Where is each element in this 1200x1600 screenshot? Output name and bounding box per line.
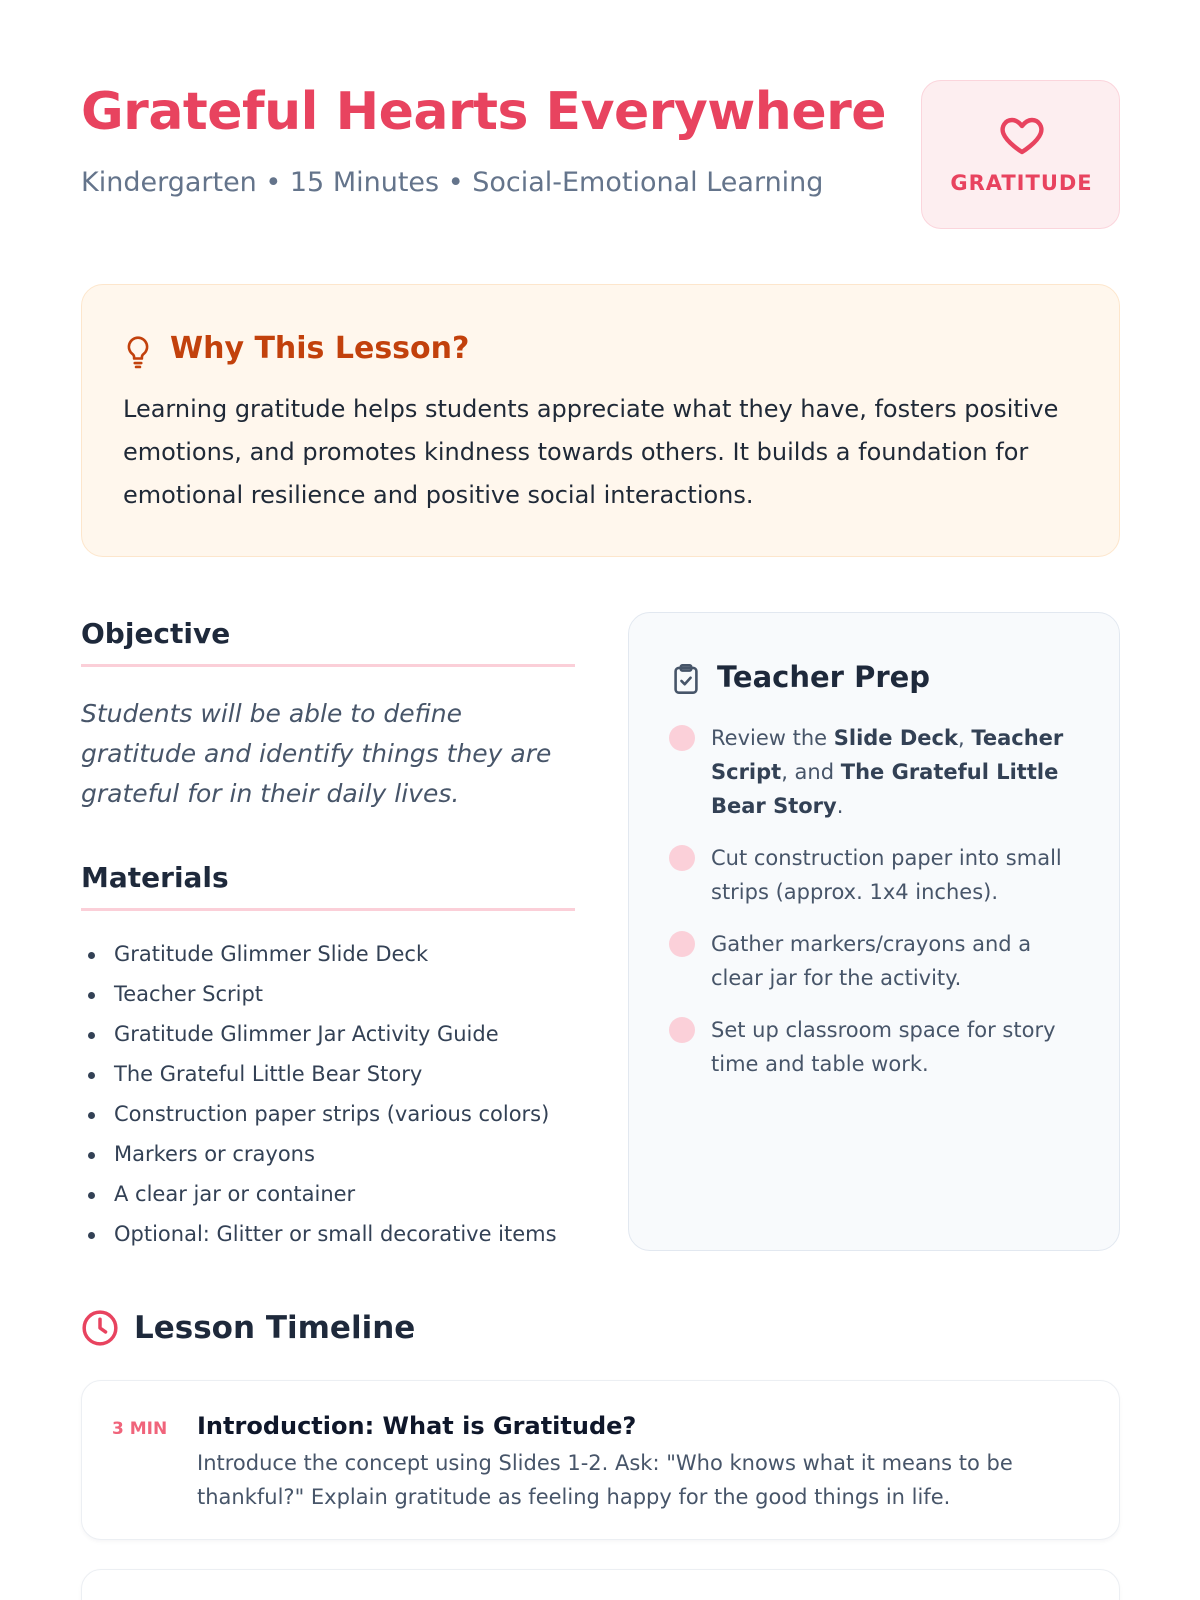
objective-divider xyxy=(81,664,575,667)
list-item: Teacher Script xyxy=(81,974,601,1014)
teacher-prep-title: Teacher Prep xyxy=(717,660,931,694)
bullet-dot xyxy=(669,845,695,871)
why-body: Learning gratitude helps students appreciate what they have, fosters positive emotions, and promotes kindness towards others. It builds a foundation for emotional resilience and positive social interactions. xyxy=(123,395,1059,509)
bullet-dot xyxy=(669,725,695,751)
prep-text: Set up classroom space for story time and table work. xyxy=(711,1018,1056,1076)
clock-icon xyxy=(81,1309,119,1347)
materials-heading: Materials xyxy=(81,861,229,894)
timeline-step xyxy=(81,1380,1120,1540)
prep-resource: Teacher Script xyxy=(711,726,1064,784)
prep-item xyxy=(669,841,1089,909)
prep-text: Cut construction paper into small strips (approx. 1x4 inches). xyxy=(711,846,1062,904)
prep-text: . xyxy=(836,794,844,818)
step-title: Introduction: What is Gratitude? xyxy=(197,1412,637,1440)
prep-list xyxy=(669,721,1089,1099)
prep-item xyxy=(669,927,1089,995)
step-body: Introduce the concept using Slides 1-2. Ask: "Who knows what it means to be thankful?" Explain gratitude as feeling happy for the good things in life. xyxy=(197,1451,1013,1509)
list-item: Optional: Glitter or small decorative items xyxy=(81,1214,601,1254)
why-this-lesson-callout xyxy=(81,284,1120,557)
bullet-dot xyxy=(669,931,695,957)
heart-icon xyxy=(996,111,1048,159)
lesson-meta: Kindergarten • 15 Minutes • Social-Emotional Learning xyxy=(81,167,824,198)
why-title: Why This Lesson? xyxy=(170,331,470,366)
bullet-dot xyxy=(669,1017,695,1043)
page-title: Grateful Hearts Everywhere xyxy=(81,82,887,142)
list-item: The Grateful Little Bear Story xyxy=(81,1054,601,1094)
objective-heading: Objective xyxy=(81,617,231,650)
theme-badge xyxy=(921,80,1120,229)
prep-text: , xyxy=(957,726,972,750)
timeline-heading: Lesson Timeline xyxy=(134,1310,416,1346)
list-item: A clear jar or container xyxy=(81,1174,601,1214)
list-item: Gratitude Glimmer Slide Deck xyxy=(81,934,601,974)
step-duration: 3 MIN xyxy=(112,1419,168,1439)
materials-list xyxy=(81,934,601,1254)
prep-text: , and xyxy=(781,760,841,784)
objective-text: Students will be able to define gratitude and identify things they are grateful for in their daily lives. xyxy=(81,699,552,808)
prep-item xyxy=(669,721,1089,823)
teacher-prep-card xyxy=(628,612,1120,1251)
badge-label: GRATITUDE xyxy=(950,171,1093,195)
prep-resource: The Grateful Little Bear Story xyxy=(711,760,1059,818)
prep-item xyxy=(669,1013,1089,1081)
list-item: Markers or crayons xyxy=(81,1134,601,1174)
timeline-step xyxy=(81,1569,1120,1600)
lightbulb-icon xyxy=(125,335,151,369)
materials-divider xyxy=(81,908,575,911)
clipboard-check-icon xyxy=(673,663,699,695)
prep-text: Gather markers/crayons and a clear jar for the activity. xyxy=(711,932,1032,990)
list-item: Gratitude Glimmer Jar Activity Guide xyxy=(81,1014,601,1054)
prep-text: Review the xyxy=(711,726,834,750)
prep-resource: Slide Deck xyxy=(833,726,958,750)
list-item: Construction paper strips (various colors) xyxy=(81,1094,601,1134)
